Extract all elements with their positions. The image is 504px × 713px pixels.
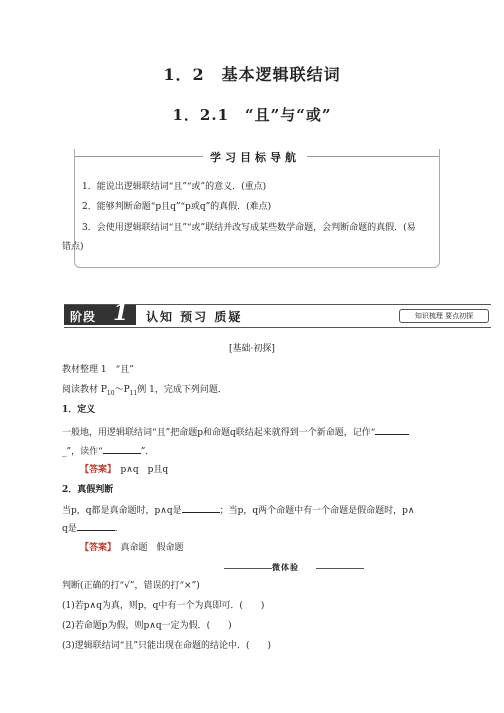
- judge-instruction: 判断(正确的打“√”，错误的打“×”): [62, 581, 200, 591]
- heading-definition: 1．定义: [62, 405, 96, 415]
- truth-text: 当p，q都是真命题时，p∧q是: [62, 506, 182, 516]
- question-3: (3)逻辑联结词“且”只能出现在命题的结论中．( ): [62, 641, 271, 651]
- goals-label: 学习目标导航: [203, 149, 307, 165]
- stage-number: 1: [113, 300, 129, 326]
- answer-text-2: 真命题 假命题: [120, 543, 184, 553]
- reading-instruction: [62, 384, 227, 400]
- page-from: 10: [106, 389, 115, 397]
- goal-item-3: 3．会使用逻辑联结词“且”“或”联结并改写成某些数学命题，会判断命题的真假．(易: [82, 223, 416, 233]
- answer-2: [80, 542, 184, 555]
- basic-label: [基础·初探]: [229, 344, 275, 354]
- blank-notation: [375, 425, 409, 435]
- answer-text: p∧q p且q: [120, 465, 169, 475]
- question-1: (1)若p∧q为真，则p，q中有一个为真即可．( ): [62, 601, 265, 611]
- stage-tag: 知识梳理 要点初探: [399, 309, 489, 323]
- truth-text-3: q是: [62, 524, 77, 534]
- truth-line-1: [62, 503, 415, 518]
- read-mid: ～P: [114, 385, 130, 395]
- section-title: 1．2 基本逻辑联结词: [163, 65, 341, 84]
- blank-false: [77, 521, 115, 531]
- definition-text-3: ”．: [140, 447, 155, 457]
- answer-label-2: 【答案】: [80, 543, 112, 553]
- micro-rule-left: [224, 568, 272, 569]
- truth-line-2: [62, 521, 124, 536]
- page-to: 11: [129, 389, 138, 397]
- blank-true: [182, 503, 220, 513]
- heading-truth: 2．真假判断: [62, 485, 114, 495]
- subsection-title: 1．2.1 “且”与“或”: [172, 106, 332, 124]
- definition-text-2: _”，读作“: [62, 447, 103, 457]
- definition-text: 一般地，用逻辑联结词“且”把命题p和命题q联结起来就得到一个新命题，记作“: [62, 428, 376, 438]
- definition-line-1: [62, 425, 409, 440]
- goal-item-1: 1．能说出逻辑联结词“且”“或”的意义．(重点): [82, 182, 267, 192]
- blank-reading: [103, 444, 141, 454]
- goal-item-2: 2．能够判断命题“p且q”“p或q”的真假．(难点): [82, 202, 272, 212]
- answer-1: [80, 464, 168, 477]
- material-title: 教材整理 1 “且”: [62, 365, 134, 375]
- answer-label: 【答案】: [80, 465, 112, 475]
- truth-text-2: ；当p，q两个命题中有一个命题是假命题时，p∧: [219, 506, 415, 516]
- truth-text-4: ．: [114, 524, 124, 534]
- stage-label: 阶段: [70, 310, 97, 324]
- definition-line-2: [62, 444, 154, 459]
- goal-item-3-cont: 错点): [62, 242, 84, 252]
- stage-heading: 认知 预习 质疑: [146, 310, 243, 324]
- question-2: (2)若命题p为假，则p∧q一定为假．( ): [62, 621, 232, 631]
- micro-label: 微体验: [272, 562, 299, 572]
- micro-rule-right: [316, 568, 364, 569]
- read-suffix: 例 1，完成下列问题．: [137, 385, 227, 395]
- read-prefix: 阅读教材 P: [62, 385, 107, 395]
